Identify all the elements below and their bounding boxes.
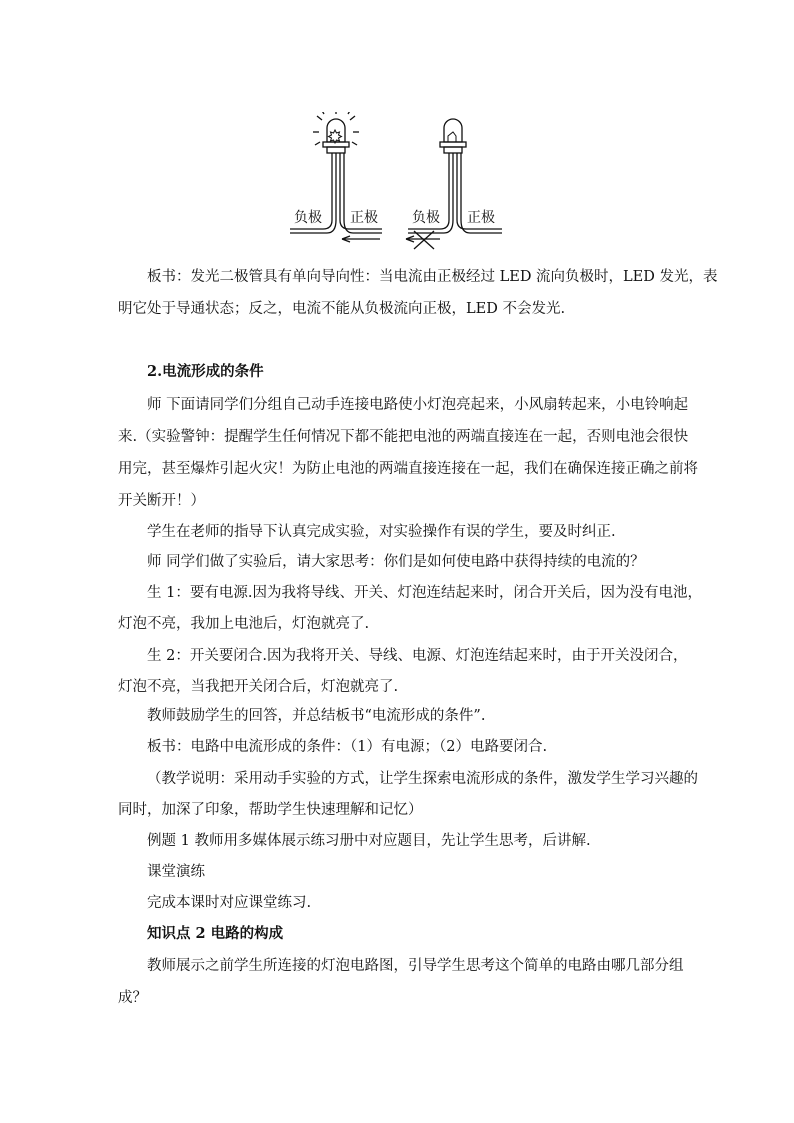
paragraph-line: 例题 1 教师用多媒体展示练习册中对应题目，先让学生思考，后讲解. <box>147 833 591 849</box>
paragraph-line: 生 1：要有电源.因为我将导线、开关、灯泡连结起来时，闭合开关后，因为没有电池， <box>147 585 702 601</box>
paragraph-line: 灯泡不亮，当我把开关闭合后，灯泡就亮了. <box>118 679 399 695</box>
led-diagram <box>280 112 516 254</box>
paragraph-line: 同时，加深了印象，帮助学生快速理解和记忆） <box>118 802 423 818</box>
paragraph-line: 完成本课时对应课堂练习. <box>147 895 312 911</box>
paragraph-line: 开关断开！） <box>118 493 205 509</box>
paragraph-line: 板书：发光二极管具有单向导向性：当电流由正极经过 LED 流向负极时，LED 发光，表 <box>147 269 718 285</box>
right-negative-label: 负极 <box>412 210 440 226</box>
lit-led-bulb <box>327 119 345 142</box>
right-positive-label: 正极 <box>467 210 495 226</box>
left-negative-label: 负极 <box>294 210 322 226</box>
knowledge-point-heading: 知识点 2 电路的构成 <box>147 925 284 942</box>
section-heading: 2.电流形成的条件 <box>147 363 264 380</box>
paragraph-line: 课堂演练 <box>147 864 205 880</box>
paragraph-line: （教学说明：采用动手实验的方式，让学生探索电流形成的条件，激发学生学习兴趣的 <box>147 771 698 787</box>
paragraph-line: 师 下面请同学们分组自己动手连接电路使小灯泡亮起来，小风扇转起来，小电铃响起 <box>147 397 689 413</box>
paragraph-line: 生 2：开关要闭合.因为我将开关、导线、电源、灯泡连结起来时，由于开关没闭合， <box>147 648 688 664</box>
unlit-led-bulb <box>444 119 462 142</box>
paragraph-line: 来.（实验警钟：提醒学生任何情况下都不能把电池的两端直接连在一起，否则电池会很快 <box>118 429 689 445</box>
paragraph-line: 用完，甚至爆炸引起火灾！为防止电池的两端直接连接在一起，我们在确保连接正确之前将 <box>118 461 698 477</box>
paragraph-line: 灯泡不亮，我加上电池后，灯泡就亮了. <box>118 616 370 632</box>
paragraph-line: 教师展示之前学生所连接的灯泡电路图，引导学生思考这个简单的电路由哪几部分组 <box>147 958 684 974</box>
paragraph-line: 明它处于导通状态；反之，电流不能从负极流向正极，LED 不会发光. <box>118 301 566 317</box>
led-diagram-drawing <box>280 112 516 254</box>
paragraph-line: 教师鼓励学生的回答，并总结板书“电流形成的条件”. <box>147 708 486 724</box>
paragraph-line: 学生在老师的指导下认真完成实验，对实验操作有误的学生，要及时纠正. <box>147 524 616 540</box>
paragraph-line: 师 同学们做了实验后，请大家思考：你们是如何使电路中获得持续的电流的？ <box>147 554 645 570</box>
paragraph-line: 成？ <box>118 990 147 1006</box>
paragraph-line: 板书：电路中电流形成的条件：（1）有电源；（2）电路要闭合. <box>147 739 548 755</box>
left-positive-label: 正极 <box>350 210 378 226</box>
